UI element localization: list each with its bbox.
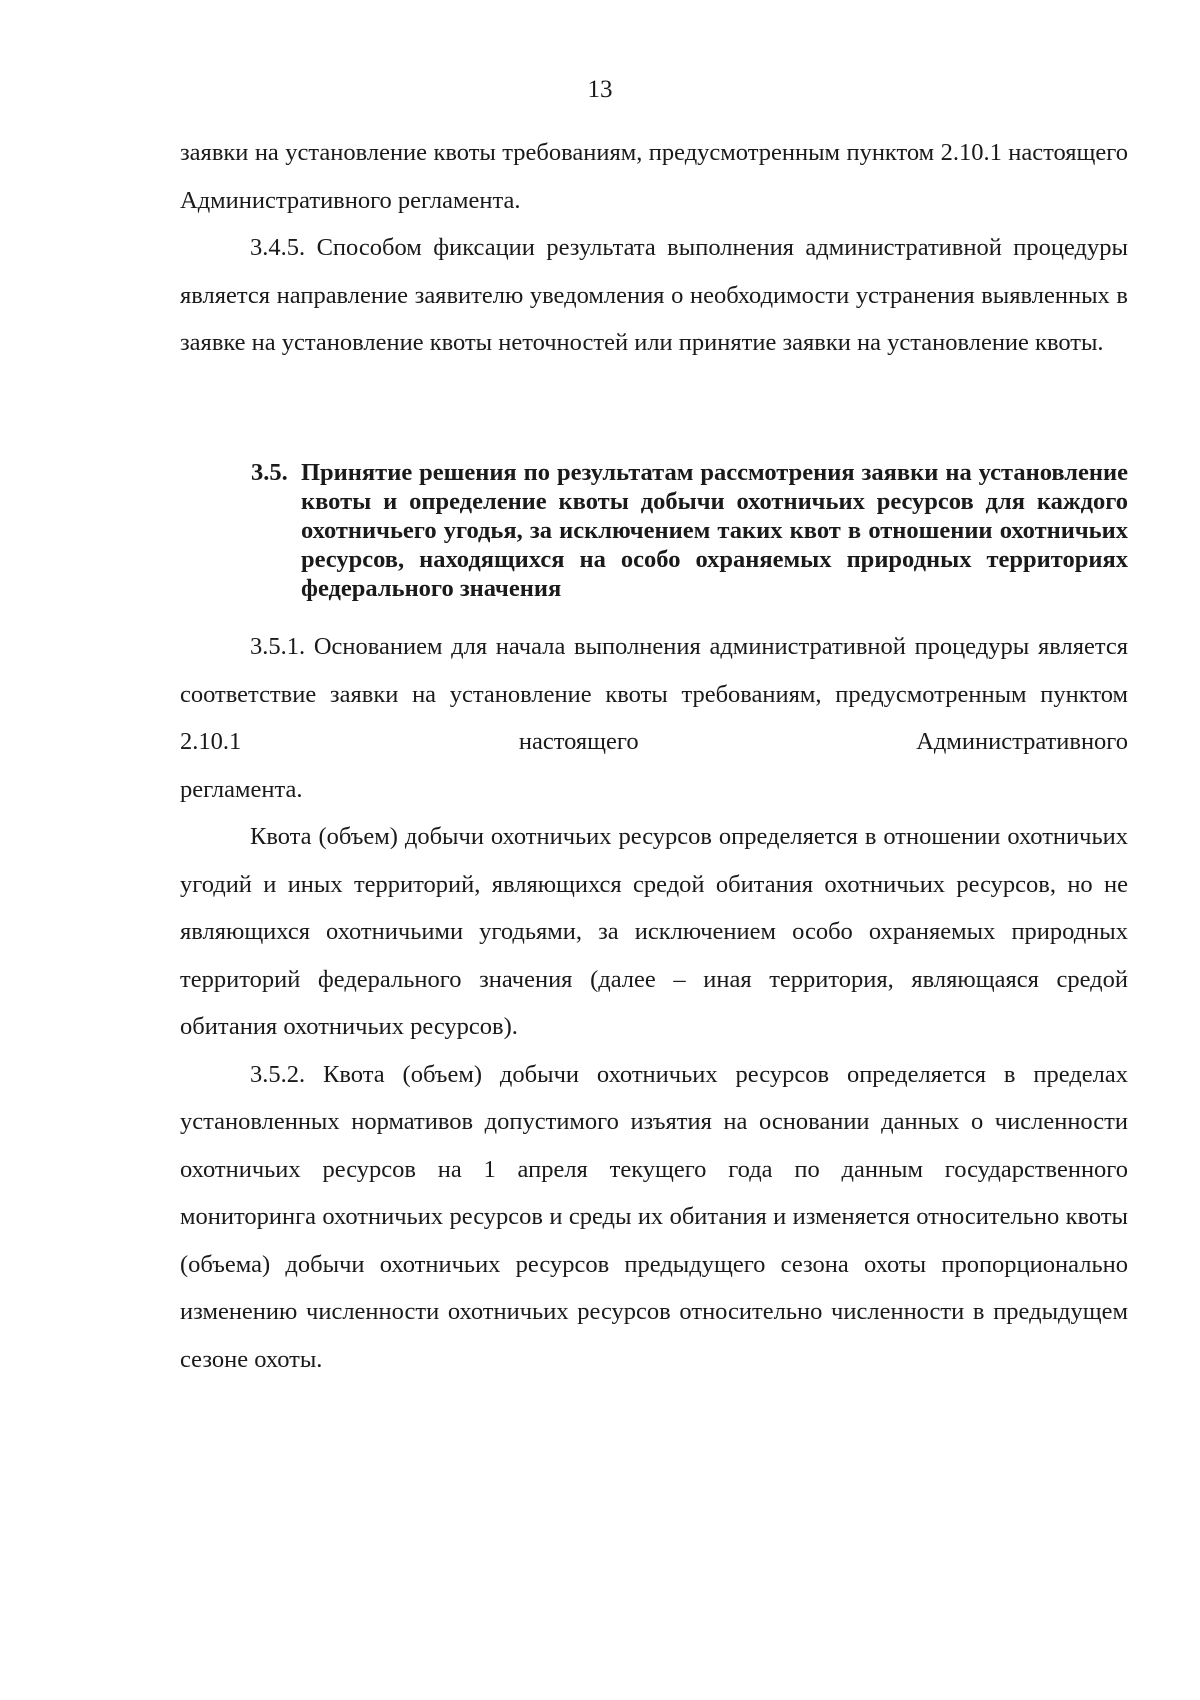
paragraph-quota-definition: Квота (объем) добычи охотничьих ресурсов определяется в отношении охотничьих угодий и иных территорий, являющихся средой обитания охотничьих ресурсов, но не являющихся охотничьими угодьями, за исключением особо охраняемых природных территорий федерального значения (далее – иная территория, являющаяся средой обитания охотничьих ресурсов). xyxy=(180,823,1128,1040)
text-block-bottom xyxy=(180,623,1128,1383)
paragraph-3-5-1-tail: регламента. xyxy=(180,775,303,803)
page-number: 13 xyxy=(587,76,613,103)
section-heading-3-5 xyxy=(251,458,1128,603)
section-number: 3.5. xyxy=(251,459,288,486)
paragraph-continuation: заявки на установление квоты требованиям, предусмотренным пунктом 2.10.1 настоящего Административного регламента. xyxy=(180,139,1128,214)
section-title: Принятие решения по результатам рассмотрения заявки на установление квоты и определение квоты добычи охотничьих ресурсов для каждого охотничьего угодья, за исключением таких квот в отношении охотничьих ресурсов, находящихся на особо охраняемых природных территориях федерального значения xyxy=(301,459,1128,602)
paragraph-3-5-1: 3.5.1. Основанием для начала выполнения административной процедуры является соответствие заявки на установление квоты требованиям, предусмотренным пунктом 2.10.1 настоящего Административного xyxy=(180,633,1128,755)
paragraph-3-5-2: 3.5.2. Квота (объем) добычи охотничьих ресурсов определяется в пределах установленных нормативов допустимого изъятия на основании данных о численности охотничьих ресурсов на 1 апреля текущего года по данным государственного мониторинга охотничьих ресурсов и среды их обитания и изменяется относительно квоты (объема) добычи охотничьих ресурсов предыдущего сезона охоты пропорционально изменению численности охотничьих ресурсов относительно численности в предыдущем сезоне охоты. xyxy=(180,1060,1128,1373)
paragraph-3-4-5: 3.4.5. Способом фиксации результата выполнения административной процедуры является направление заявителю уведомления о необходимости устранения выявленных в заявке на установление квоты неточностей или принятие заявки на установление квоты. xyxy=(180,234,1128,356)
text-block-top xyxy=(180,129,1128,367)
